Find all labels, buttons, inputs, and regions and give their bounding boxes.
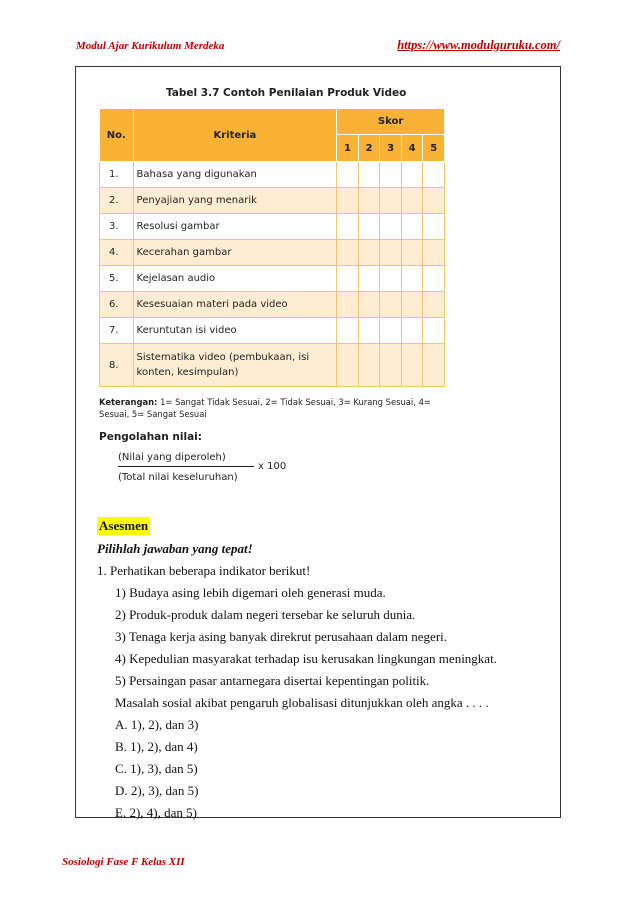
formula-numerator: (Nilai yang diperoleh) <box>118 452 226 463</box>
formula-fraction-line <box>118 466 254 467</box>
legend-label: Keterangan: <box>99 397 158 407</box>
indicator-item: 3) Tenaga kerja asing banyak direkrut perusahaan dalam negeri. <box>115 629 448 644</box>
answer-option: D. 2), 3), dan 5) <box>115 783 199 798</box>
score-cell <box>380 240 402 266</box>
col-header-skor: Skor <box>337 109 445 135</box>
score-header: 5 <box>423 135 445 162</box>
row-criterion: Penyajian yang menarik <box>133 188 337 214</box>
score-cell <box>337 240 359 266</box>
row-criterion: Kecerahan gambar <box>133 240 337 266</box>
score-cell <box>423 266 445 292</box>
score-cell <box>380 214 402 240</box>
score-header: 1 <box>337 135 359 162</box>
row-criterion: Kesesuaian materi pada video <box>133 292 337 318</box>
table-title: Tabel 3.7 Contoh Penilaian Produk Video <box>166 87 407 99</box>
score-cell <box>423 318 445 344</box>
answer-option: A. 1), 2), dan 3) <box>115 717 199 732</box>
row-number: 5. <box>100 266 134 292</box>
indicator-item: 4) Kepedulian masyarakat terhadap isu kerusakan lingkungan meningkat. <box>115 651 497 666</box>
score-cell <box>337 266 359 292</box>
asesmen-instruction: Pilihlah jawaban yang tepat! <box>97 541 253 556</box>
score-cell <box>401 188 423 214</box>
score-cell <box>337 162 359 188</box>
score-cell <box>358 188 380 214</box>
score-header: 2 <box>358 135 380 162</box>
score-cell <box>337 344 359 387</box>
score-cell <box>423 292 445 318</box>
score-cell <box>380 162 402 188</box>
col-header-kriteria: Kriteria <box>133 109 337 162</box>
answer-option: C. 1), 3), dan 5) <box>115 761 198 776</box>
answer-option: E. 2), 4), dan 5) <box>115 805 197 820</box>
table-legend <box>99 396 449 420</box>
row-criterion: Sistematika video (pembukaan, isi konten, kesimpulan) <box>133 344 337 387</box>
row-criterion: Kejelasan audio <box>133 266 337 292</box>
score-cell <box>358 162 380 188</box>
table-row <box>100 292 445 318</box>
footer-subject: Sosiologi Fase F Kelas XII <box>62 856 185 868</box>
score-cell <box>380 292 402 318</box>
indicator-item: 5) Persaingan pasar antarnegara disertai kepentingan politik. <box>115 673 430 688</box>
indicator-item: 2) Produk-produk dalam negeri tersebar ke seluruh dunia. <box>115 607 416 622</box>
score-cell <box>401 162 423 188</box>
row-criterion: Resolusi gambar <box>133 214 337 240</box>
score-cell <box>337 188 359 214</box>
score-cell <box>380 266 402 292</box>
row-criterion: Bahasa yang digunakan <box>133 162 337 188</box>
score-cell <box>358 344 380 387</box>
table-row <box>100 188 445 214</box>
score-header: 3 <box>380 135 402 162</box>
question-text: 1. Perhatikan beberapa indikator berikut! <box>97 563 311 578</box>
score-cell <box>358 240 380 266</box>
row-number: 4. <box>100 240 134 266</box>
legend-text: 1= Sangat Tidak Sesuai, 2= Tidak Sesuai, 3= Kurang Sesuai, 4= Sesuai, 5= Sangat Sesuai <box>99 397 431 419</box>
indicator-item: 1) Budaya asing lebih digemari oleh generasi muda. <box>115 585 386 600</box>
assessment-rubric-table <box>99 108 445 387</box>
table-row <box>100 214 445 240</box>
score-cell <box>423 344 445 387</box>
score-cell <box>423 162 445 188</box>
table-row <box>100 266 445 292</box>
score-cell <box>401 318 423 344</box>
formula-multiplier: x 100 <box>258 461 287 472</box>
score-cell <box>423 240 445 266</box>
col-header-no: No. <box>100 109 134 162</box>
score-cell <box>358 214 380 240</box>
question-prompt: Masalah sosial akibat pengaruh globalisasi ditunjukkan oleh angka . . . . <box>115 695 489 710</box>
scoring-title: Pengolahan nilai: <box>99 431 202 443</box>
row-number: 8. <box>100 344 134 387</box>
score-cell <box>337 214 359 240</box>
score-cell <box>380 344 402 387</box>
header-module-title: Modul Ajar Kurikulum Merdeka <box>76 40 225 52</box>
formula-denominator: (Total nilai keseluruhan) <box>118 472 238 483</box>
score-cell <box>380 188 402 214</box>
score-cell <box>401 344 423 387</box>
table-row <box>100 162 445 188</box>
asesmen-heading: Asesmen <box>99 518 149 533</box>
score-header: 4 <box>401 135 423 162</box>
answer-option: B. 1), 2), dan 4) <box>115 739 198 754</box>
header-website-link[interactable]: https://www.modulguruku.com/ <box>397 38 560 52</box>
score-cell <box>423 214 445 240</box>
score-cell <box>401 266 423 292</box>
score-cell <box>423 188 445 214</box>
score-cell <box>358 318 380 344</box>
score-cell <box>358 292 380 318</box>
score-cell <box>337 292 359 318</box>
row-number: 1. <box>100 162 134 188</box>
row-number: 2. <box>100 188 134 214</box>
row-number: 6. <box>100 292 134 318</box>
score-cell <box>401 214 423 240</box>
table-row <box>100 344 445 387</box>
score-cell <box>401 292 423 318</box>
row-criterion: Keruntutan isi video <box>133 318 337 344</box>
score-cell <box>358 266 380 292</box>
row-number: 7. <box>100 318 134 344</box>
score-cell <box>337 318 359 344</box>
row-number: 3. <box>100 214 134 240</box>
score-cell <box>380 318 402 344</box>
score-cell <box>401 240 423 266</box>
table-row <box>100 318 445 344</box>
table-row <box>100 240 445 266</box>
